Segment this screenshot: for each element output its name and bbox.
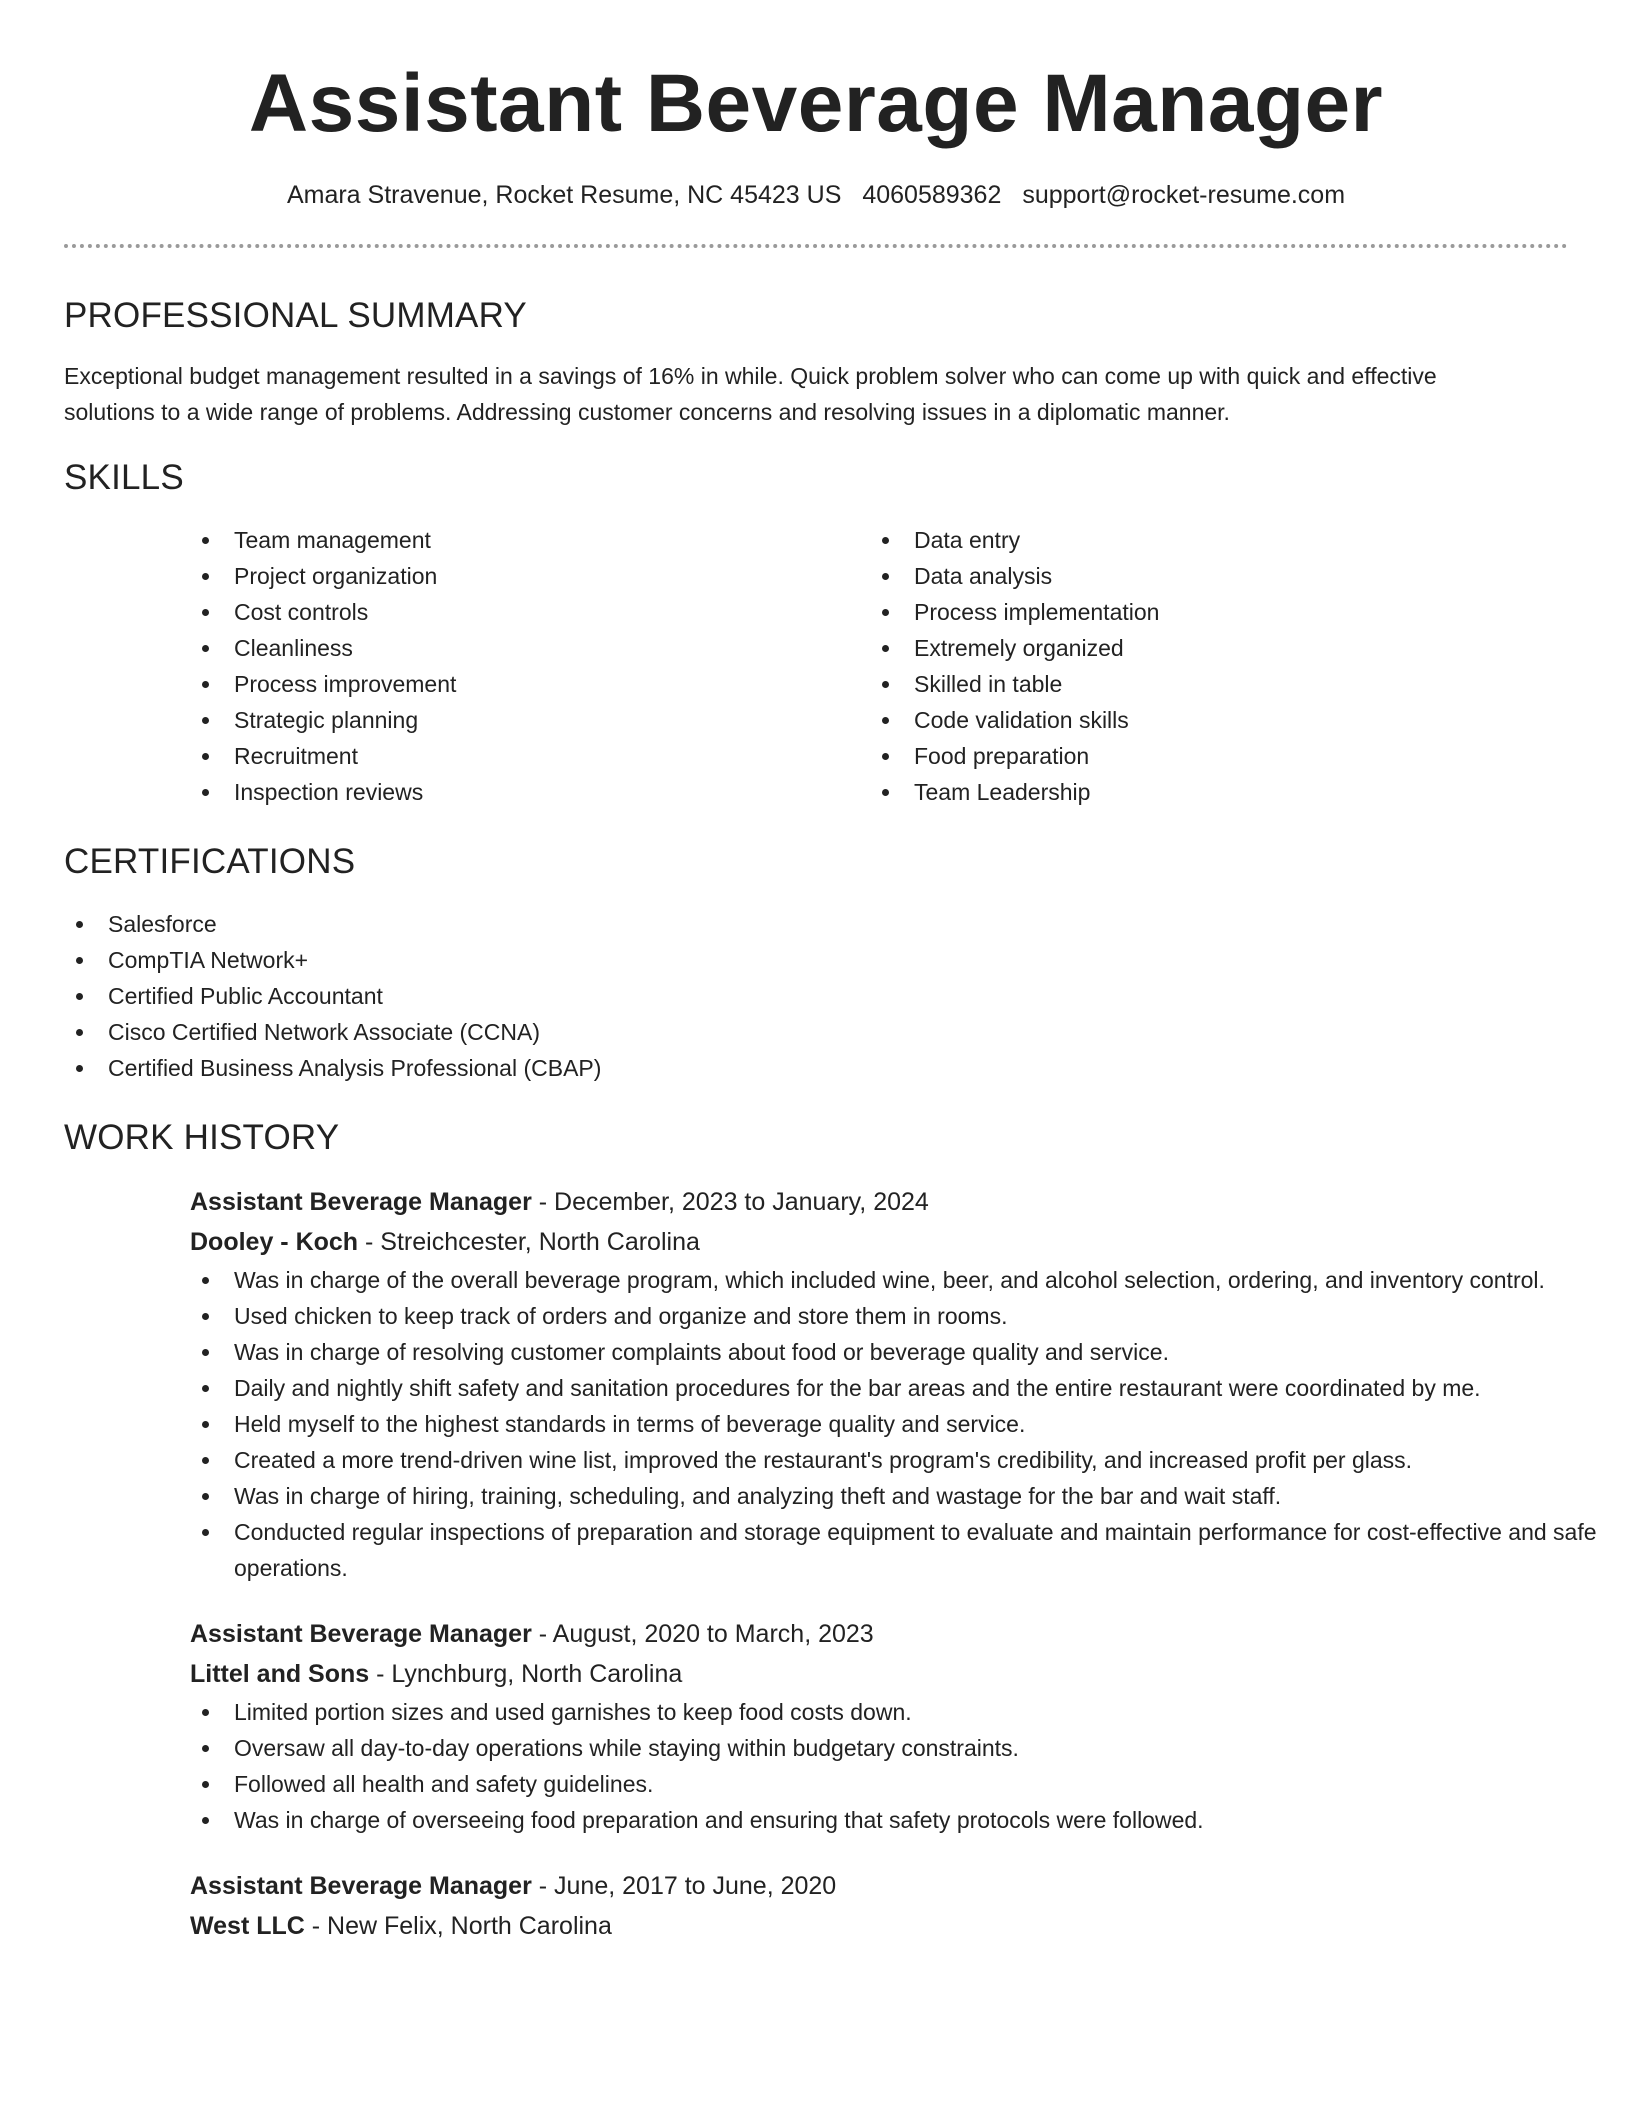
skill-item: Project organization — [190, 558, 870, 594]
skill-item: Process improvement — [190, 666, 870, 702]
job-company: Dooley - Koch — [190, 1228, 359, 1256]
skill-item: Cleanliness — [190, 630, 870, 666]
job-bullet: Used chicken to keep track of orders and organize and store them in rooms. — [190, 1298, 1610, 1334]
job-location: - Streichcester, North Carolina — [358, 1228, 700, 1256]
skill-item: Data entry — [870, 522, 1550, 558]
job-entry — [190, 1866, 1568, 1946]
contact-address: Amara Stravenue, Rocket Resume, NC 45423 US — [286, 181, 842, 209]
job-bullet: Was in charge of hiring, training, scheduling, and analyzing theft and wastage for the bar and wait staff. — [190, 1478, 1610, 1514]
job-bullet: Conducted regular inspections of preparation and storage equipment to evaluate and maintain performance for cost-effective and safe operations. — [190, 1514, 1610, 1586]
job-bullet: Limited portion sizes and used garnishes to keep food costs down. — [190, 1694, 1610, 1730]
job-title: Assistant Beverage Manager — [190, 1620, 532, 1648]
contact-phone: 4060589362 — [862, 181, 1002, 209]
skill-item: Process implementation — [870, 594, 1550, 630]
skill-item: Food preparation — [870, 738, 1550, 774]
skill-item: Team management — [190, 522, 870, 558]
skills-list-right — [870, 522, 1550, 810]
certification-item: Salesforce — [64, 906, 1568, 942]
job-company: West LLC — [190, 1912, 305, 1940]
certification-item: CompTIA Network+ — [64, 942, 1568, 978]
job-dates: - August, 2020 to March, 2023 — [531, 1620, 874, 1648]
job-bullet: Was in charge of resolving customer complaints about food or beverage quality and service. — [190, 1334, 1610, 1370]
job-title-line — [190, 1866, 1568, 1906]
contact-email: support@rocket-resume.com — [1022, 181, 1346, 209]
certification-item: Cisco Certified Network Associate (CCNA) — [64, 1014, 1568, 1050]
job-entry — [190, 1614, 1568, 1838]
job-bullet: Held myself to the highest standards in terms of beverage quality and service. — [190, 1406, 1610, 1442]
job-bullets — [190, 1262, 1610, 1586]
job-location: - Lynchburg, North Carolina — [369, 1660, 683, 1688]
skill-item: Extremely organized — [870, 630, 1550, 666]
job-bullet: Oversaw all day-to-day operations while staying within budgetary constraints. — [190, 1730, 1610, 1766]
certifications-list — [64, 906, 1568, 1086]
job-company-line — [190, 1222, 1568, 1262]
certifications-section — [64, 840, 1568, 1086]
certification-item: Certified Business Analysis Professional (CBAP) — [64, 1050, 1568, 1086]
certification-item: Certified Public Accountant — [64, 978, 1568, 1014]
summary-heading: PROFESSIONAL SUMMARY — [64, 296, 527, 335]
contact-line — [64, 178, 1568, 212]
job-title: Assistant Beverage Manager — [190, 1188, 532, 1216]
job-bullet: Followed all health and safety guidelines. — [190, 1766, 1610, 1802]
skill-item: Data analysis — [870, 558, 1550, 594]
job-bullet: Was in charge of overseeing food preparation and ensuring that safety protocols were followed. — [190, 1802, 1610, 1838]
job-bullet: Created a more trend-driven wine list, improved the restaurant's program's credibility, and increased profit per glass. — [190, 1442, 1610, 1478]
skill-item: Team Leadership — [870, 774, 1550, 810]
job-entry — [190, 1182, 1597, 1586]
job-company: Littel and Sons — [190, 1660, 370, 1688]
skill-item: Recruitment — [190, 738, 870, 774]
skill-item: Inspection reviews — [190, 774, 870, 810]
job-dates: - December, 2023 to January, 2024 — [531, 1188, 929, 1216]
skill-item: Cost controls — [190, 594, 870, 630]
resume-title: Assistant Beverage Manager — [248, 58, 1384, 149]
job-company-line — [190, 1906, 1568, 1946]
work-history-heading: WORK HISTORY — [64, 1118, 340, 1157]
header-divider — [64, 244, 1568, 248]
resume-page — [64, 0, 1597, 1946]
job-dates: - June, 2017 to June, 2020 — [531, 1872, 837, 1900]
skills-columns — [190, 522, 1568, 810]
skill-item: Strategic planning — [190, 702, 870, 738]
skill-item: Code validation skills — [870, 702, 1550, 738]
job-location: - New Felix, North Carolina — [304, 1912, 612, 1940]
job-bullet: Was in charge of the overall beverage program, which included wine, beer, and alcohol selection, ordering, and inventory control. — [190, 1262, 1610, 1298]
skills-list-left — [190, 522, 870, 810]
skill-item: Skilled in table — [870, 666, 1550, 702]
skills-section — [64, 456, 1568, 810]
summary-text: Exceptional budget management resulted in a savings of 16% in while. Quick problem solver who can come up with quick and effective solutions to a wide range of problems. Addressing customer concerns and resolving issues in a diplomatic manner. — [64, 363, 1437, 425]
job-bullet: Daily and nightly shift safety and sanitation procedures for the bar areas and the entire restaurant were coordinated by me. — [190, 1370, 1610, 1406]
work-history-section — [64, 1116, 1597, 1946]
job-title-line — [190, 1182, 1568, 1222]
job-title-line — [190, 1614, 1568, 1654]
certifications-heading: CERTIFICATIONS — [64, 842, 356, 881]
job-bullets — [190, 1694, 1610, 1838]
job-company-line — [190, 1654, 1568, 1694]
skills-heading: SKILLS — [64, 458, 184, 497]
summary-section — [64, 294, 1568, 430]
job-title: Assistant Beverage Manager — [190, 1872, 532, 1900]
